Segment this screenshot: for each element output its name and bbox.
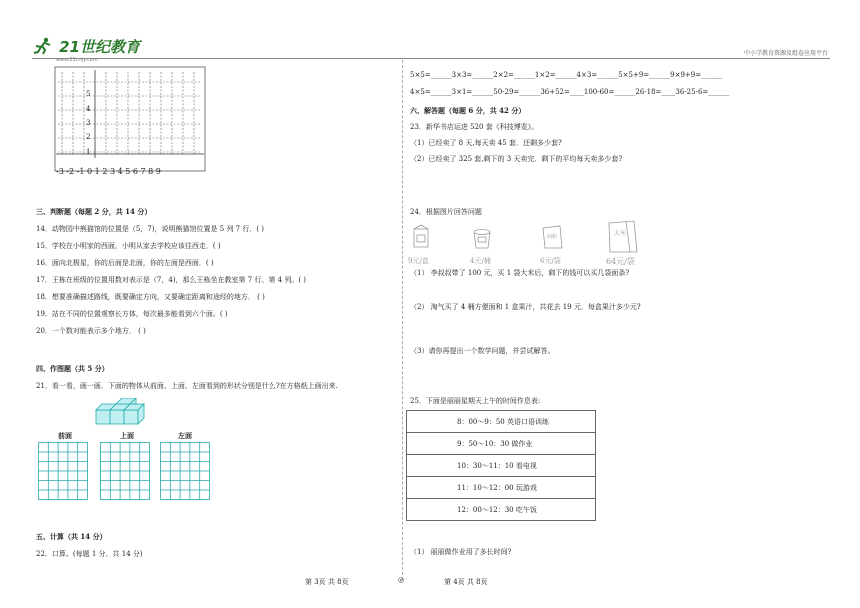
question-15: 15．学校在小明家的西面，小明从家去学校应该往西走．( ) (36, 242, 221, 250)
schedule-cell: 12：00～12：30 吃午饭 (407, 499, 596, 521)
header-divider (32, 58, 830, 59)
question-14: 14．动物园中熊猫馆的位置是（5，7)，说明熊猫馆位置是 5 列 7 行．( ) (36, 225, 265, 233)
y-tick-1: 1 (86, 148, 91, 156)
price-rice-bag: 64元/袋 (606, 257, 635, 266)
question-25: 25．下面是丽丽星期天上午的时间作息表: (410, 397, 541, 405)
schedule-cell: 8：00～9：50 英语口语训练 (407, 411, 596, 433)
table-row (407, 499, 596, 521)
coordinate-figure (54, 66, 214, 184)
x-tick: -1 (76, 167, 85, 176)
question-19: 19．站在不同的位置观察长方体，每次最多能看到六个面。( ) (36, 310, 228, 318)
question-24-2: （2） 淘气买了 4 桶方便面和 1 盒果汁，共花去 19 元．每盒果汁多少元? (410, 303, 641, 311)
question-17: 17．王栋在班级的位置用数对表示是（7，4)，那么王栋坐在教室第 7 行、第 4 列。( ) (36, 276, 307, 284)
table-row (407, 455, 596, 477)
x-tick: 5 (125, 167, 131, 176)
schedule-cell: 10：30～11：10 看电视 (407, 455, 596, 477)
question-24: 24．根据图片回答问题 (410, 208, 482, 216)
question-18: 18．想要准确描述路线，既要确定方向，又要确定距离和途经的地方． ( ) (36, 293, 265, 301)
x-tick: 4 (117, 167, 123, 176)
view-top-label: 上面 (120, 431, 134, 440)
section4-title: 四、作图题（共 5 分） (36, 364, 109, 373)
y-tick-3: 3 (86, 119, 91, 127)
price-noodle-bucket: 4元/桶 (470, 257, 491, 265)
x-tick: 8 (148, 167, 154, 176)
calc-line-2: 4×5=______3×1=______50-29=______36+52=____100-60=______26-18=____36-25-6=______ (410, 88, 730, 96)
rice-bag-icon (606, 220, 640, 258)
schedule-cell: 11：10～12：00 玩游戏 (407, 477, 596, 499)
grid-front[interactable] (38, 442, 88, 504)
question-22: 22．口算。(每题 1 分、共 14 分) (36, 550, 143, 558)
cube-figure (94, 398, 150, 432)
noodle-bag-label: 面粉 (547, 234, 558, 240)
x-tick: 7 (140, 167, 146, 176)
x-tick: 6 (132, 167, 138, 176)
section3-title: 三、判断题（每题 2 分，共 14 分） (36, 207, 152, 216)
table-row (407, 477, 596, 499)
question-23-1: （1）已经卖了 8 天,每天卖 45 套．还剩多少套? (410, 139, 562, 147)
question-16: 16．面向北极星，你的后面是北面，你的左面是西面．( ) (36, 259, 214, 267)
question-20: 20．一个数对能表示多个地方． ( ) (36, 327, 146, 335)
question-24-1: （1） 李叔叔带了 100 元，买 1 袋大米后，剩下的钱可以买几袋面条? (410, 269, 630, 277)
x-tick: -3 (56, 167, 64, 176)
table-row (407, 433, 596, 455)
grid-top[interactable] (100, 442, 150, 504)
footer-page-right: 第 4页 共 8页 (444, 578, 488, 586)
footer-page-left: 第 3页 共 8页 (305, 578, 349, 586)
y-tick-5: 5 (86, 90, 91, 98)
x-tick: 0 (87, 167, 93, 176)
y-tick-4: 4 (86, 105, 91, 113)
schedule-table (406, 410, 596, 521)
logo-runner-icon (32, 37, 54, 59)
view-left-label: 左面 (178, 431, 192, 440)
page-divider (402, 60, 403, 580)
rice-bag-label: 大米 (614, 230, 627, 237)
platform-name: 中小学教育资源及组卷应用平台 (743, 50, 828, 57)
question-23-2: （2）已经卖了 325 套,剩下的 3 天卖完．剩下的平均每天卖多少套? (410, 155, 623, 163)
schedule-cell: 9：50～10：30 做作业 (407, 433, 596, 455)
x-tick-row (56, 167, 161, 176)
price-noodle-bag: 6元/袋 (540, 257, 561, 265)
footer-mark: ◎ (398, 576, 405, 584)
y-tick-2: 2 (86, 133, 91, 141)
table-row (407, 411, 596, 433)
x-tick: 1 (94, 167, 100, 176)
noodle-bucket-icon (472, 228, 492, 254)
logo-url: www.21cnjy.com (56, 56, 98, 63)
question-25-1: （1） 丽丽做作业用了多长时间? (410, 548, 512, 556)
calc-line-1: 5×5=______3×3=______2×2=______1×2=______4×3=______5×5+9=______9×9+9=______ (410, 71, 723, 79)
question-21: 21．看一看，画一画．下面的物体从前面、上面、左面看到的形状分别是什么?在方格纸上画出来. (36, 382, 338, 390)
view-front-label: 前面 (58, 431, 72, 440)
logo-text: 21世纪教育 (59, 38, 140, 56)
x-tick: 9 (155, 167, 161, 176)
x-tick: -2 (66, 167, 75, 176)
x-tick: 2 (102, 167, 108, 176)
coordinate-grid (54, 66, 214, 180)
question-23: 23．新华书店运进 520 套《科技博览》。 (410, 123, 539, 131)
section5-title: 五、计算（共 14 分） (36, 532, 107, 541)
grid-left[interactable] (160, 442, 210, 504)
question-24-3: （3）请你再提出一个数学问题，并尝试解答。 (410, 347, 555, 355)
section6-title: 六、解答题（每题 6 分，共 42 分） (410, 106, 526, 115)
price-juice: 9元/盒 (408, 257, 429, 265)
x-tick: 3 (109, 167, 116, 176)
juice-box-icon (410, 223, 432, 253)
